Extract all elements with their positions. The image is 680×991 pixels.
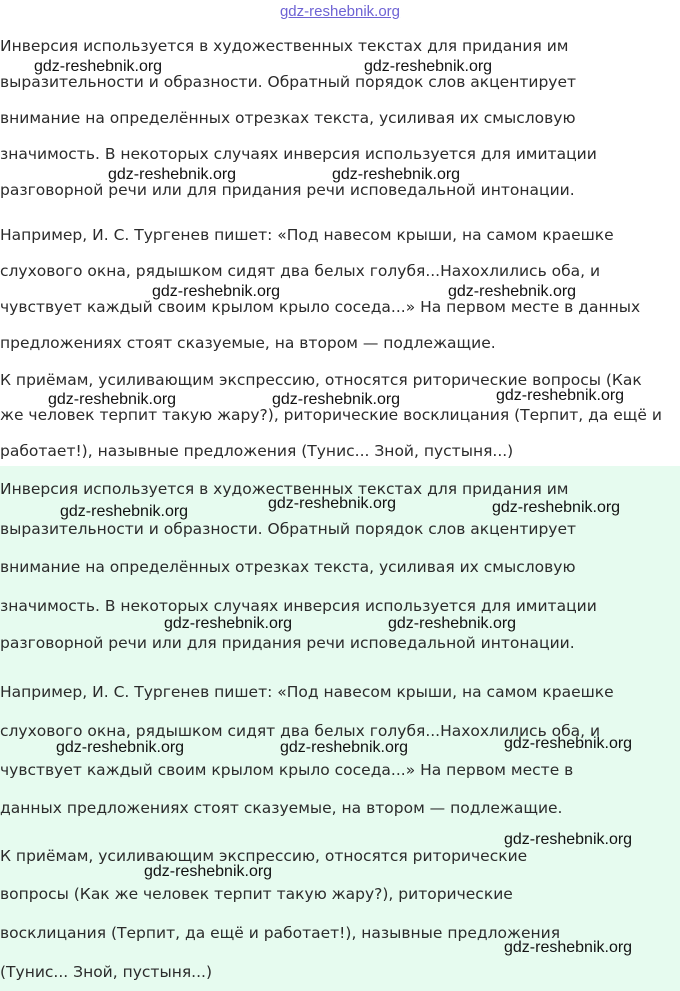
watermark: gdz-reshebnik.org (272, 391, 401, 408)
text-line: внимание на определённых отрезках текста, усиливая их смысловую (0, 109, 576, 127)
watermark: gdz-reshebnik.org (48, 391, 177, 408)
text-line: данных предложениях стоят сказуемые, на втором — подлежащие. (0, 799, 563, 817)
watermark: gdz-reshebnik.org (388, 615, 517, 632)
text-line: значимость. В некоторых случаях инверсия используется для имитации (0, 597, 597, 615)
text-line: значимость. В некоторых случаях инверсия используется для имитации (0, 145, 597, 163)
watermark: gdz-reshebnik.org (280, 739, 409, 756)
watermark: gdz-reshebnik.org (56, 739, 185, 756)
text-line: разговорной речи или для придания речи исповедальной интонации. (0, 181, 575, 199)
watermark: gdz-reshebnik.org (164, 615, 293, 632)
text-line: выразительности и образности. Обратный порядок слов акцентирует (0, 73, 577, 91)
text-line: восклицания (Терпит, да ещё и работает!), назывные предложения (0, 924, 561, 942)
text-line: разговорной речи или для придания речи исповедальной интонации. (0, 634, 575, 652)
site-header-link[interactable]: gdz-reshebnik.org (279, 3, 401, 20)
watermark: gdz-reshebnik.org (364, 58, 493, 75)
text-line: К приёмам, усиливающим экспрессию, относятся риторические вопросы (Как (0, 371, 642, 389)
text-line: (Тунис... Зной, пустыня...) (0, 963, 212, 981)
text-line: слухового окна, рядышком сидят два белых голубя...Нахохлились оба, и (0, 722, 601, 740)
watermark: gdz-reshebnik.org (144, 863, 273, 880)
text-line: чувствует каждый своим крылом крыло соседа...» На первом месте в (0, 761, 574, 779)
watermark: gdz-reshebnik.org (496, 387, 625, 404)
watermark: gdz-reshebnik.org (34, 58, 163, 75)
site-header (0, 0, 680, 28)
text-line: внимание на определённых отрезках текста, усиливая их смысловую (0, 558, 576, 576)
watermark: gdz-reshebnik.org (504, 939, 633, 956)
text-line: слухового окна, рядышком сидят два белых голубя...Нахохлились оба, и (0, 262, 601, 280)
watermark: gdz-reshebnik.org (268, 495, 397, 512)
watermark: gdz-reshebnik.org (504, 831, 633, 848)
watermark: gdz-reshebnik.org (504, 735, 633, 752)
text-line: Например, И. С. Тургенев пишет: «Под навесом крыши, на самом краешке (0, 683, 614, 701)
watermark: gdz-reshebnik.org (332, 166, 461, 183)
text-line: Например, И. С. Тургенев пишет: «Под навесом крыши, на самом краешке (0, 226, 614, 244)
text-line: вопросы (Как же человек терпит такую жару?), риторические (0, 885, 513, 903)
watermark: gdz-reshebnik.org (60, 503, 189, 520)
watermark: gdz-reshebnik.org (108, 166, 237, 183)
text-line: выразительности и образности. Обратный порядок слов акцентирует (0, 520, 577, 538)
text-line: предложениях стоят сказуемые, на втором — подлежащие. (0, 334, 496, 352)
text-line: чувствует каждый своим крылом крыло соседа...» На первом месте в данных (0, 298, 641, 316)
watermark: gdz-reshebnik.org (448, 283, 577, 300)
watermark: gdz-reshebnik.org (152, 283, 281, 300)
text-line: Инверсия используется в художественных текстах для придания им (0, 37, 569, 55)
watermark: gdz-reshebnik.org (492, 499, 621, 516)
text-line: Инверсия используется в художественных текстах для придания им (0, 480, 569, 498)
text-line: же человек терпит такую жару?), риторические восклицания (Терпит, да ещё и (0, 406, 662, 424)
text-line: К приёмам, усиливающим экспрессию, относятся риторические (0, 847, 528, 865)
text-line: работает!), назывные предложения (Тунис... Зной, пустыня...) (0, 442, 514, 460)
answer-block-highlighted (0, 466, 680, 991)
